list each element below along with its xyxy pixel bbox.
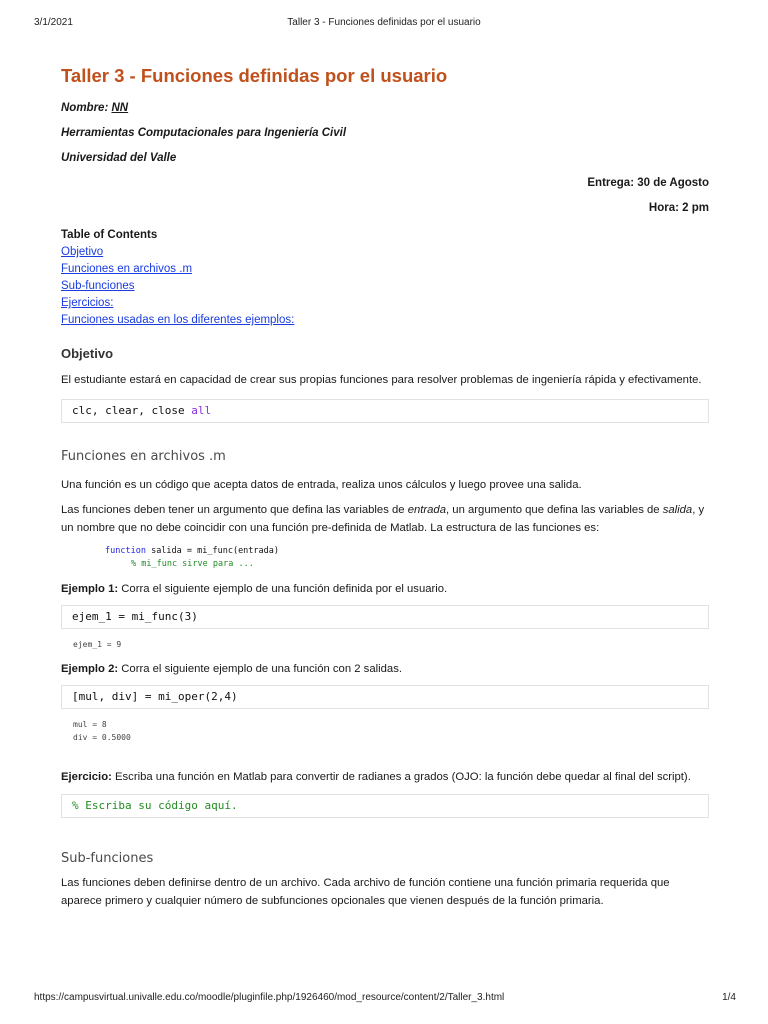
output-ejemplo-2-mul: mul = 8 (73, 720, 107, 729)
university-name: Universidad del Valle (61, 152, 177, 164)
ejemplo-1-text (61, 580, 709, 598)
print-header-date: 3/1/2021 (34, 17, 73, 28)
print-header-title: Taller 3 - Funciones definidas por el usuario (287, 17, 481, 28)
document-body (61, 63, 709, 910)
ejemplo-2-desc: Corra el siguiente ejemplo de una función con 2 salidas. (118, 663, 402, 675)
due-time: Hora: 2 pm (648, 202, 709, 214)
code-text: clc, clear, close (72, 404, 192, 417)
ejercicio-text (61, 768, 709, 786)
p2-entrada: entrada (407, 504, 447, 516)
function-signature: salida = mi_func(entrada) (145, 546, 280, 556)
subfunciones-text: Las funciones deben definirse dentro de un archivo. Cada archivo de función contiene una función primaria requerida que aparece primero y cualquier número de subfunciones opcionales que vienen después de la función primaria. (61, 877, 670, 907)
objetivo-text: El estudiante estará en capacidad de crear sus propias funciones para resolver problemas de ingeniería rápida y efectivamente. (61, 374, 702, 386)
name-label: Nombre: (61, 102, 112, 114)
ejemplo-2-text (61, 660, 709, 678)
toc-link-objetivo[interactable]: Objetivo (61, 246, 104, 258)
ejercicio-label: Ejercicio: (61, 771, 112, 783)
print-footer-page: 1/4 (722, 992, 736, 1003)
toc-link-ejercicios[interactable]: Ejercicios: (61, 297, 114, 309)
ejercicio-desc: Escriba una función en Matlab para convertir de radianes a grados (OJO: la función debe quedar al final del script). (111, 771, 691, 783)
code-block-ejemplo-1[interactable]: ejem_1 = mi_func(3) (61, 605, 709, 629)
toc-link-subfunciones[interactable]: Sub-funciones (61, 280, 135, 292)
course-name: Herramientas Computacionales para Ingeniería Civil (61, 127, 347, 139)
code-keyword: all (191, 404, 212, 417)
toc-link-funciones[interactable]: Funciones en archivos .m (61, 263, 193, 275)
function-keyword: function (105, 546, 146, 556)
ejemplo-1-label: Ejemplo 1: (61, 583, 119, 595)
p2-part-b: , un argumento que defina las variables de (446, 504, 663, 516)
due-date: Entrega: 30 de Agosto (587, 177, 709, 189)
print-footer-url: https://campusvirtual.univalle.edu.co/moodle/pluginfile.php/1926460/mod_resource/content/2/Taller_3.html (34, 992, 505, 1003)
ejemplo-2-label: Ejemplo 2: (61, 663, 119, 675)
code-block-ejercicio[interactable]: % Escriba su código aquí. (61, 794, 709, 818)
code-block-ejemplo-2[interactable]: [mul, div] = mi_oper(2,4) (61, 685, 709, 709)
funciones-paragraph-1: Una función es un código que acepta datos de entrada, realiza unos cálculos y luego provee una salida. (61, 479, 582, 491)
function-comment: % mi_func sirve para ... (131, 559, 254, 569)
output-ejemplo-2-div: div = 0.5000 (73, 733, 131, 742)
p2-salida: salida (662, 504, 693, 516)
section-heading-objetivo: Objetivo (61, 346, 114, 361)
function-structure-line-1 (61, 545, 709, 558)
function-structure-line-2 (61, 558, 709, 571)
student-name (61, 101, 709, 115)
section-heading-subfunciones: Sub-funciones (61, 851, 154, 866)
page-title: Taller 3 - Funciones definidas por el usuario (61, 65, 448, 86)
section-heading-funciones: Funciones en archivos .m (61, 449, 226, 464)
toc-link-funciones-usadas[interactable]: Funciones usadas en los diferentes ejemplos: (61, 314, 295, 326)
toc-heading: Table of Contents (61, 229, 158, 241)
p2-part-a: Las funciones deben tener un argumento que defina las variables de (61, 504, 408, 516)
output-ejemplo-1: ejem_1 = 9 (73, 640, 122, 649)
p2-part-c: , y un nombre que no debe coincidir con una función pre-definida de Matlab. La estructura de las funciones es: (61, 504, 705, 534)
funciones-paragraph-2 (61, 501, 709, 537)
name-value: NN (111, 102, 129, 114)
ejemplo-1-desc: Corra el siguiente ejemplo de una función definida por el usuario. (118, 583, 448, 595)
code-block-clc[interactable] (61, 399, 709, 423)
